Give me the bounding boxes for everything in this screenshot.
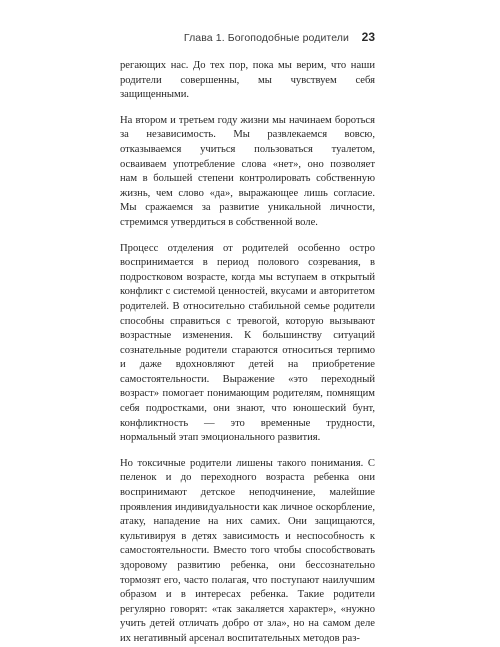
page-number: 23: [361, 30, 375, 44]
running-header: [120, 30, 375, 46]
paragraph-1: регающих нас. До тех пор, пока мы верим, что наши родители совершенны, мы чувствуем себя защищенными.: [120, 60, 375, 101]
paragraph-3: Процесс отделения от родителей особенно остро воспринимается в период полового созревания, в подростковом возрасте, когда мы вступаем в открытый конфликт с системой ценностей, вкусами и авторитетом родителей. В относительно стабильной семье родители способны справиться с тревогой, которую вызывают возрастные изменения. К большинству ситуаций сознательные родители стараются относиться терпимо и даже вдохновляют детей на приобретение самостоятельности. Выражение «это переходный возраст» помогает понимающим родителям, помнящим себя подростками, они знают, что юношеский бунт, конфликтность — это временные трудности, нормальный этап эмоционального развития.: [120, 242, 375, 444]
paragraph-2: На втором и третьем году жизни мы начинаем бороться за независимость. Мы развлекаемся вовсю, отказываемся учиться пользоваться туалетом, осваиваем употребление слова «нет», оно позволяет нам в большей степени контролировать собственную жизнь, чем слово «да», выражающее лишь согласие. Мы сражаемся за развитие уникальной личности, стремимся утвердиться в собственной воле.: [120, 114, 375, 228]
chapter-title: Глава 1. Богоподобные родители: [183, 32, 349, 44]
body-text: [120, 59, 375, 647]
paragraph-4: Но токсичные родители лишены такого понимания. С пеленок и до переходного возраста ребенка они воспринимают детское неподчинение, малейшие проявления индивидуальности как личное оскорбление, атаку, нападение на них самих. Они защищаются, культивируя в детях зависимость и неспособность к самостоятельности. Вместо того чтобы способствовать здоровому развитию ребенка, они бессознательно тормозят его, часто полагая, что поступают наилучшим образом и в интересах ребенка. Такие родители регулярно говорят: «так закаляется характер», «нужно учить детей отличать добро от зла», но на самом деле их негативный арсенал воспитательных методов раз-: [120, 457, 375, 644]
